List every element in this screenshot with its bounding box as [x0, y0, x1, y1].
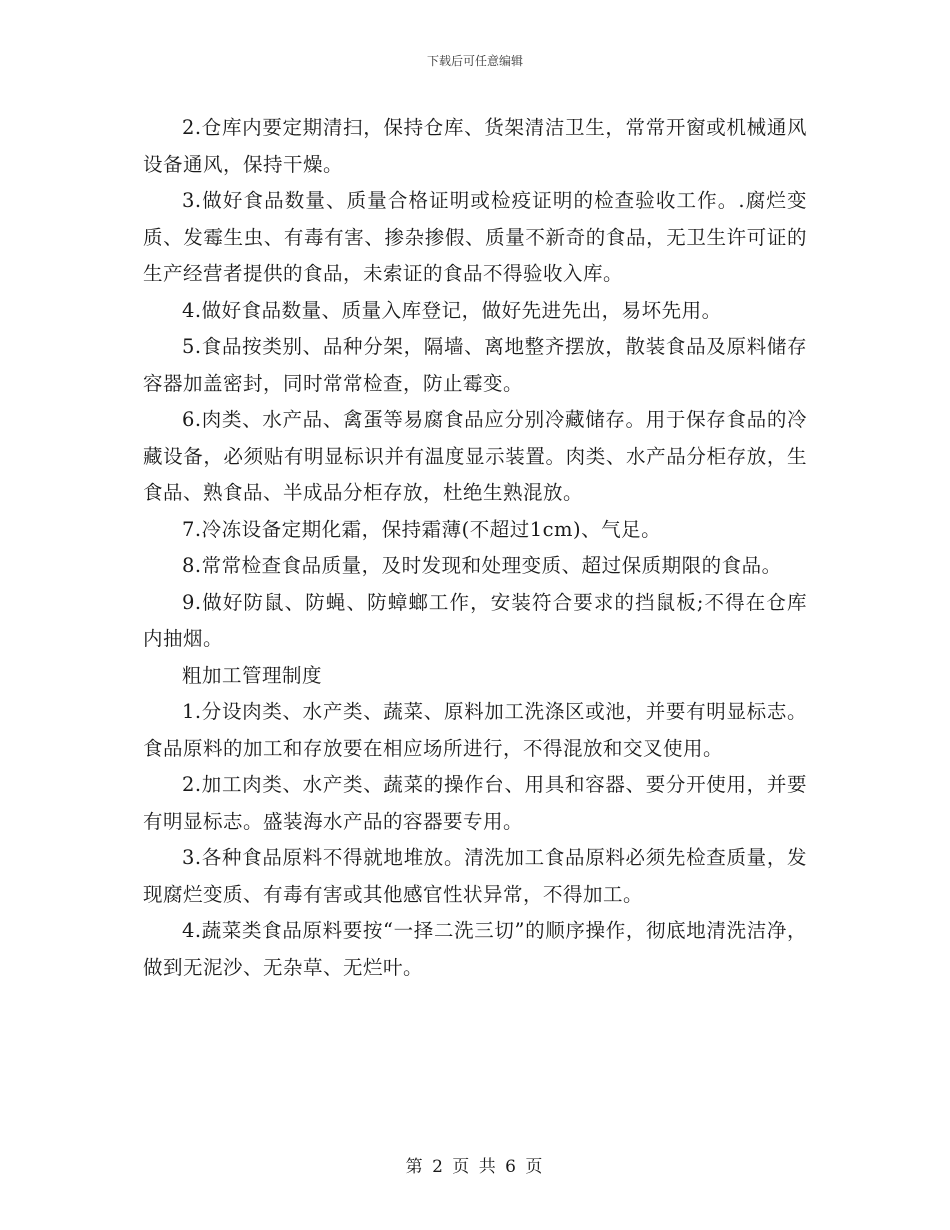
paragraph-warehouse-cleaning: 2.仓库内要定期清扫，保持仓库、货架清洁卫生，常常开窗或机械通风设备通风，保持干燥。	[143, 116, 807, 176]
document-body	[143, 110, 807, 986]
paragraph-vegetable-washing: 4.蔬菜类食品原料要按“一择二洗三切”的顺序操作，彻底地清洗洁净，做到无泥沙、无杂草、无烂叶。	[143, 919, 807, 979]
paragraph-no-floor-storage: 3.各种食品原料不得就地堆放。清洗加工食品原料必须先检查质量，发现腐烂变质、有毒有害或其他感官性状异常，不得加工。	[143, 846, 807, 906]
paragraph-shelving: 5.食品按类别、品种分架，隔墙、离地整齐摆放，散装食品及原料储存容器加盖密封，同时常常检查，防止霉变。	[143, 335, 807, 395]
page-header: 下载后可任意编辑	[426, 54, 523, 68]
paragraph-separate-tools: 2.加工肉类、水产类、蔬菜的操作台、用具和容器、要分开使用，并要有明显标志。盛装海水产品的容器要专用。	[143, 773, 807, 833]
paragraph-processing-areas: 1.分设肉类、水产类、蔬菜、原料加工洗涤区或池，并要有明显标志。食品原料的加工和存放要在相应场所进行，不得混放和交叉使用。	[143, 700, 807, 760]
paragraph-inspection: 3.做好食品数量、质量合格证明或检疫证明的检查验收工作。.腐烂变质、发霉生虫、有毒有害、掺杂掺假、质量不新奇的食品，无卫生许可证的生产经营者提供的食品，未索证的食品不得验收入库。	[143, 189, 807, 285]
page-footer: 第 2 页 共 6 页	[405, 1157, 545, 1177]
paragraph-defrosting: 7.冷冻设备定期化霜，保持霜薄(不超过1cm)、气足。	[182, 517, 662, 541]
paragraph-quality-check: 8.常常检查食品质量，及时发现和处理变质、超过保质期限的食品。	[182, 554, 782, 577]
paragraph-pest-control: 9.做好防鼠、防蝇、防蟑螂工作，安装符合要求的挡鼠板;不得在仓库内抽烟。	[143, 590, 807, 650]
paragraph-refrigeration: 6.肉类、水产品、禽蛋等易腐食品应分别冷藏储存。用于保存食品的冷藏设备，必须贴有明显标识并有温度显示装置。肉类、水产品分柜存放，生食品、熟食品、半成品分柜存放，杜绝生熟混放。	[143, 408, 807, 504]
section-heading: 粗加工管理制度	[182, 663, 323, 687]
paragraph-registration: 4.做好食品数量、质量入库登记，做好先进先出，易坏先用。	[182, 298, 722, 322]
